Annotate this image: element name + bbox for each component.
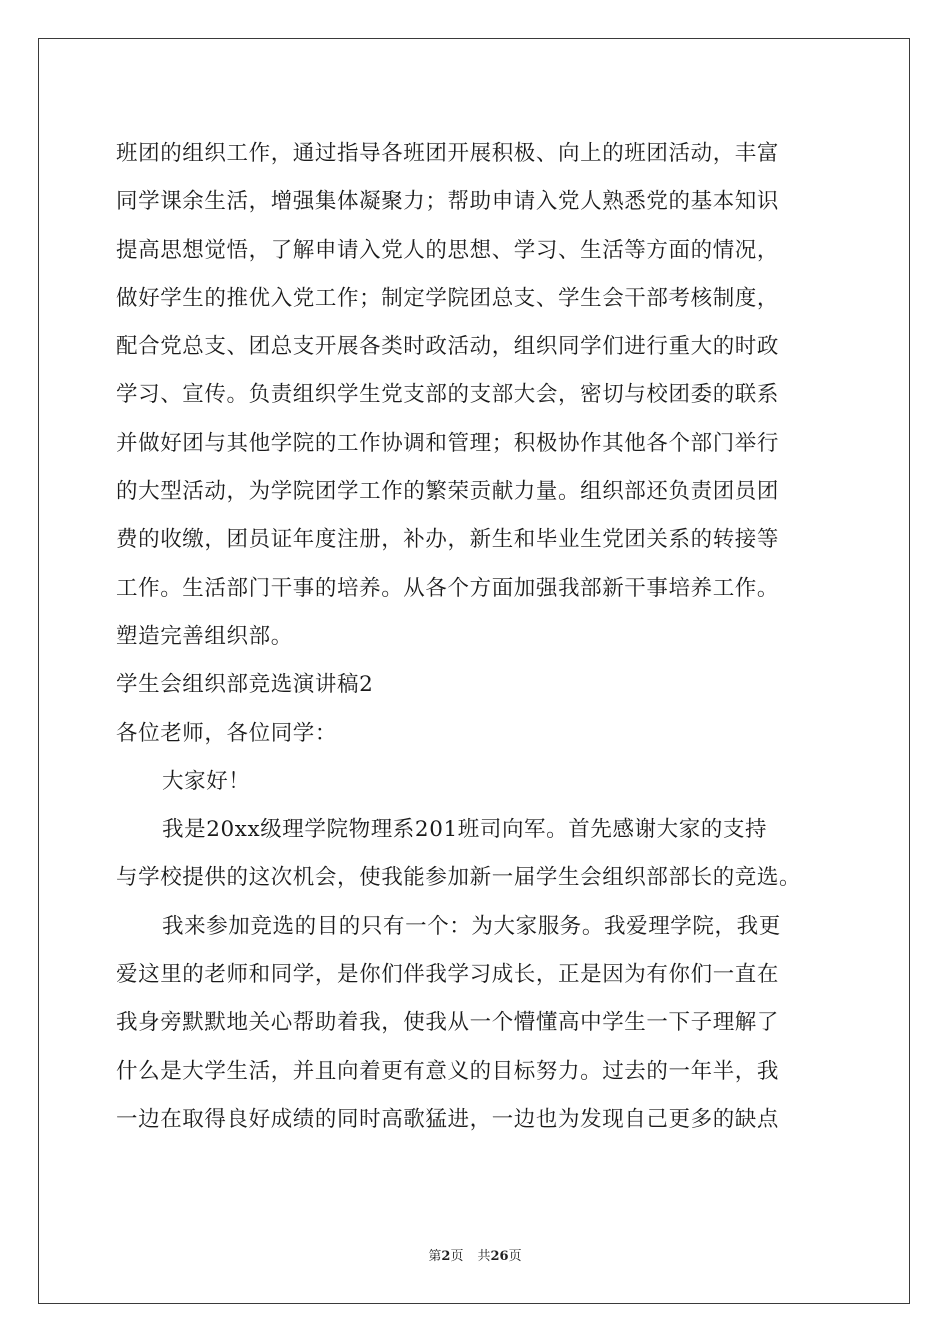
text-line: 学习、宣传。负责组织学生党支部的支部大会，密切与校团委的联系 xyxy=(116,382,780,408)
section-title: 学生会组织部竞选演讲稿2 xyxy=(116,672,374,698)
document-body xyxy=(116,130,836,1144)
page-prefix: 第 xyxy=(428,1249,442,1264)
text-line: 做好学生的推优入党工作；制定学院团总支、学生会干部考核制度， xyxy=(116,285,780,311)
page-footer xyxy=(0,1248,950,1266)
text-line: 一边在取得良好成绩的同时高歌猛进，一边也为发现自己更多的缺点 xyxy=(116,1106,780,1132)
salutation: 各位老师，各位同学： xyxy=(116,720,338,746)
text-line: 班团的组织工作，通过指导各班团开展积极、向上的班团活动，丰富 xyxy=(116,141,780,166)
text-line: 并做好团与其他学院的工作协调和管理；积极协作其他各个部门举行 xyxy=(116,430,780,456)
text-line: 提高思想觉悟，了解申请入党人的思想、学习、生活等方面的情况， xyxy=(116,237,780,263)
greeting: 大家好！ xyxy=(162,768,251,794)
total-suffix: 页 xyxy=(508,1249,522,1264)
page-number: 2 xyxy=(441,1249,451,1264)
text-line: 什么是大学生活，并且向着更有意义的目标努力。过去的一年半，我 xyxy=(116,1058,780,1084)
text-line: 我来参加竞选的目的只有一个：为大家服务。我爱理学院，我更 xyxy=(162,913,781,939)
total-prefix: 共 xyxy=(477,1249,491,1264)
text-line: 与学校提供的这次机会，使我能参加新一届学生会组织部部长的竞选。 xyxy=(116,865,802,891)
text-line: 的大型活动，为学院团学工作的繁荣贡献力量。组织部还负责团员团 xyxy=(116,479,780,505)
text-line: 费的收缴，团员证年度注册，补办，新生和毕业生党团关系的转接等 xyxy=(116,527,780,553)
text-line: 配合党总支、团总支开展各类时政活动，组织同学们进行重大的时政 xyxy=(116,334,780,360)
text-line: 工作。生活部门干事的培养。从各个方面加强我部新干事培养工作。 xyxy=(116,575,780,601)
text-line: 爱这里的老师和同学，是你们伴我学习成长，正是因为有你们一直在 xyxy=(116,962,780,988)
page-suffix: 页 xyxy=(450,1249,464,1264)
text-line: 塑造完善组织部。 xyxy=(116,623,293,649)
text-line: 我身旁默默地关心帮助着我，使我从一个懵懂高中学生一下子理解了 xyxy=(116,1010,780,1036)
text-line: 同学课余生活，增强集体凝聚力；帮助申请入党人熟悉党的基本知识 xyxy=(116,189,780,215)
total-pages: 26 xyxy=(490,1249,509,1264)
text-line: 我是20xx级理学院物理系201班司向军。首先感谢大家的支持 xyxy=(162,817,768,843)
